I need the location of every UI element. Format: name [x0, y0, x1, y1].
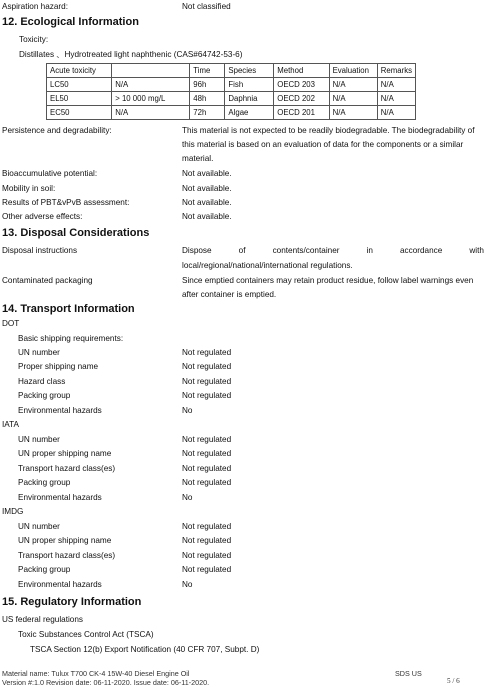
imdg-env-hazards-label: Environmental hazards: [18, 580, 102, 589]
iata-un-number-label: UN number: [18, 435, 60, 444]
th-species: Species: [225, 64, 274, 78]
iata-env-hazards-value: No: [182, 493, 193, 502]
aspiration-hazard-label: Aspiration hazard:: [2, 2, 68, 11]
dot-hazard-class-label: Hazard class: [18, 377, 66, 386]
toxicity-label: Toxicity:: [19, 35, 49, 44]
imdg-label: IMDG: [2, 507, 24, 516]
th-value: [112, 64, 190, 78]
disposal-line-2: local/regional/national/international regulations.: [182, 261, 353, 270]
mobility-value: Not available.: [182, 184, 232, 193]
persistence-line-2: this material is based on an evaluation of data for the components or a similar: [182, 140, 464, 149]
table-cell: EL50: [47, 92, 112, 106]
table-cell: 48h: [190, 92, 225, 106]
table-cell: Daphnia: [225, 92, 274, 106]
table-cell: Algae: [225, 106, 274, 120]
table-cell: EC50: [47, 106, 112, 120]
persistence-label: Persistence and degradability:: [2, 126, 112, 135]
persistence-line-3: material.: [182, 154, 214, 163]
table-cell: N/A: [329, 106, 377, 120]
section-15-heading: 15. Regulatory Information: [2, 596, 142, 608]
disposal-word: in: [366, 246, 373, 255]
bioaccumulative-label: Bioaccumulative potential:: [2, 169, 98, 178]
footer-material-name: Material name: Tulux T700 CK-4 15W-40 Diesel Engine Oil: [2, 669, 190, 678]
footer-sds: SDS US: [395, 669, 422, 678]
other-effects-label: Other adverse effects:: [2, 212, 83, 221]
th-acute-toxicity: Acute toxicity: [47, 64, 112, 78]
disposal-line-1: [182, 246, 484, 255]
th-time: Time: [190, 64, 225, 78]
table-cell: N/A: [377, 106, 415, 120]
basic-shipping-label: Basic shipping requirements:: [18, 334, 124, 343]
disposal-word: with: [469, 246, 484, 255]
footer-page-number: 5 / 6: [447, 677, 460, 685]
dot-shipping-name-value: Not regulated: [182, 362, 232, 371]
table-header-row: [47, 64, 416, 78]
disposal-word: Dispose: [182, 246, 212, 255]
table-row: [47, 106, 416, 120]
dot-env-hazards-label: Environmental hazards: [18, 406, 102, 415]
imdg-un-number-value: Not regulated: [182, 522, 232, 531]
packaging-label: Contaminated packaging: [2, 276, 93, 285]
dot-packing-group-value: Not regulated: [182, 391, 232, 400]
disposal-word: contents/container: [272, 246, 340, 255]
iata-shipping-name-label: UN proper shipping name: [18, 449, 112, 458]
table-cell: LC50: [47, 78, 112, 92]
table-cell: OECD 202: [274, 92, 329, 106]
iata-packing-group-label: Packing group: [18, 478, 71, 487]
section-14-heading: 14. Transport Information: [2, 303, 135, 315]
dot-hazard-class-value: Not regulated: [182, 377, 232, 386]
dot-shipping-name-label: Proper shipping name: [18, 362, 99, 371]
table-cell: > 10 000 mg/L: [112, 92, 190, 106]
iata-packing-group-value: Not regulated: [182, 478, 232, 487]
aspiration-hazard-value: Not classified: [182, 2, 231, 11]
pbt-value: Not available.: [182, 198, 232, 207]
us-federal-label: US federal regulations: [2, 615, 84, 624]
imdg-env-hazards-value: No: [182, 580, 193, 589]
other-effects-value: Not available.: [182, 212, 232, 221]
imdg-packing-group-label: Packing group: [18, 565, 71, 574]
imdg-packing-group-value: Not regulated: [182, 565, 232, 574]
imdg-shipping-name-value: Not regulated: [182, 536, 232, 545]
dot-un-number-value: Not regulated: [182, 348, 232, 357]
packaging-line-2: after container is emptied.: [182, 290, 277, 299]
pbt-label: Results of PBT&vPvB assessment:: [2, 198, 130, 207]
iata-un-number-value: Not regulated: [182, 435, 232, 444]
imdg-hazard-class-label: Transport hazard class(es): [18, 551, 116, 560]
dot-env-hazards-value: No: [182, 406, 193, 415]
dot-un-number-label: UN number: [18, 348, 60, 357]
table-cell: N/A: [329, 92, 377, 106]
table-cell: OECD 201: [274, 106, 329, 120]
table-cell: N/A: [112, 78, 190, 92]
table-cell: N/A: [329, 78, 377, 92]
table-cell: 96h: [190, 78, 225, 92]
disposal-word: of: [238, 246, 246, 255]
th-remarks: Remarks: [377, 64, 415, 78]
disposal-label: Disposal instructions: [2, 246, 78, 255]
disposal-word: accordance: [399, 246, 443, 255]
mobility-label: Mobility in soil:: [2, 184, 56, 193]
table-cell: Fish: [225, 78, 274, 92]
imdg-hazard-class-value: Not regulated: [182, 551, 232, 560]
section-12-heading: 12. Ecological Information: [2, 16, 139, 28]
iata-shipping-name-value: Not regulated: [182, 449, 232, 458]
footer-version: Version #:1.0 Revision date: 06-11-2020. Issue date: 06-11-2020.: [2, 678, 210, 687]
iata-env-hazards-label: Environmental hazards: [18, 493, 102, 502]
imdg-un-number-label: UN number: [18, 522, 60, 531]
persistence-line-1: This material is not expected to be readily biodegradable. The biodegradability of: [182, 126, 475, 135]
table-row: [47, 78, 416, 92]
bioaccumulative-value: Not available.: [182, 169, 232, 178]
th-evaluation: Evaluation: [329, 64, 377, 78]
substance-name: Distillates 、Hydrotreated light naphthenic (CAS#64742-53-6): [19, 50, 243, 59]
table-cell: OECD 203: [274, 78, 329, 92]
dot-packing-group-label: Packing group: [18, 391, 71, 400]
iata-hazard-class-value: Not regulated: [182, 464, 232, 473]
table-cell: N/A: [112, 106, 190, 120]
table-row: [47, 92, 416, 106]
dot-label: DOT: [2, 319, 20, 328]
iata-label: IATA: [2, 420, 19, 429]
imdg-shipping-name-label: UN proper shipping name: [18, 536, 112, 545]
table-cell: N/A: [377, 92, 415, 106]
iata-hazard-class-label: Transport hazard class(es): [18, 464, 116, 473]
th-method: Method: [274, 64, 329, 78]
tsca-12b-label: TSCA Section 12(b) Export Notification (40 CFR 707, Subpt. D): [30, 645, 260, 654]
table-cell: N/A: [377, 78, 415, 92]
toxicity-table: [46, 63, 416, 120]
packaging-line-1: Since emptied containers may retain product residue, follow label warnings even: [182, 276, 474, 285]
tsca-label: Toxic Substances Control Act (TSCA): [18, 630, 154, 639]
table-cell: 72h: [190, 106, 225, 120]
section-13-heading: 13. Disposal Considerations: [2, 227, 150, 239]
